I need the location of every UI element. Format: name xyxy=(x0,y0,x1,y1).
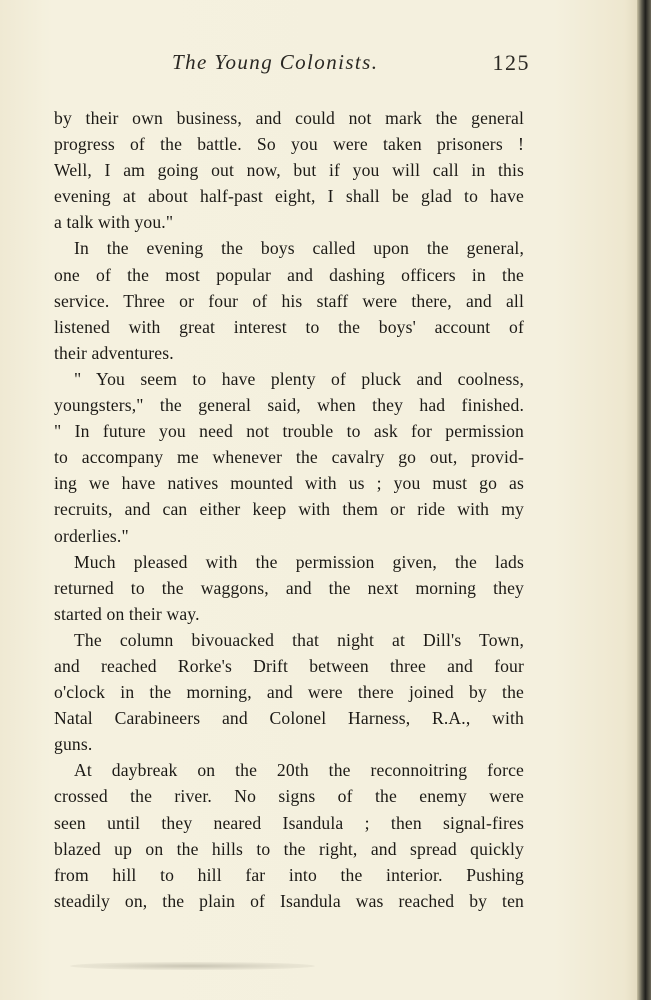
text-line: a talk with you." xyxy=(54,212,174,233)
text-line: their adventures. xyxy=(54,342,174,363)
text-line: o'clock in the morning, and were there joined by the xyxy=(54,682,524,703)
text-line: evening at about half-past eight, I shall be glad to have xyxy=(54,186,524,207)
text-line: returned to the waggons, and the next morning they xyxy=(54,577,524,598)
text-line: guns. xyxy=(54,734,93,755)
text-line: by their own business, and could not mark the general xyxy=(54,108,524,128)
text-line: At daybreak on the 20th the reconnoitring force xyxy=(74,760,524,781)
text-line: youngsters," the general said, when they had finished. xyxy=(54,395,524,416)
text-line: to accompany me whenever the cavalry go out, provid- xyxy=(54,447,524,468)
text-line: crossed the river. No signs of the enemy were xyxy=(54,786,524,807)
text-line: started on their way. xyxy=(54,603,200,624)
text-line: The column bivouacked that night at Dill's Town, xyxy=(74,629,524,650)
page-header xyxy=(54,50,530,80)
page-binding-edge xyxy=(637,0,651,1000)
page-smudge xyxy=(70,962,315,970)
text-line: Well, I am going out now, but if you will call in this xyxy=(54,160,524,181)
text-line: from hill to hill far into the interior. Pushing xyxy=(54,864,524,885)
text-line: orderlies." xyxy=(54,525,129,546)
text-line: " You seem to have plenty of pluck and coolness, xyxy=(74,368,524,389)
text-line: ing we have natives mounted with us ; you must go as xyxy=(54,473,524,494)
text-line: Natal Carabineers and Colonel Harness, R.A., with xyxy=(54,708,524,729)
text-line: seen until they neared Isandula ; then signal-fires xyxy=(54,812,524,833)
text-line: service. Three or four of his staff were there, and all xyxy=(54,290,524,311)
text-line: blazed up on the hills to the right, and spread quickly xyxy=(54,838,524,859)
text-line: one of the most popular and dashing officers in the xyxy=(54,264,524,285)
running-title: The Young Colonists. xyxy=(172,50,379,74)
body-text xyxy=(54,105,524,914)
text-line: In the evening the boys called upon the general, xyxy=(74,238,524,259)
text-line: listened with great interest to the boys' account of xyxy=(54,316,524,337)
text-line: steadily on, the plain of Isandula was reached by ten xyxy=(54,890,524,911)
page-number: 125 xyxy=(492,50,530,75)
text-line: progress of the battle. So you were taken prisoners ! xyxy=(54,134,524,155)
text-line: " In future you need not trouble to ask for permission xyxy=(54,421,524,442)
text-line: Much pleased with the permission given, the lads xyxy=(74,551,524,572)
text-line: recruits, and can either keep with them or ride with my xyxy=(54,499,524,520)
text-line: and reached Rorke's Drift between three and four xyxy=(54,655,524,676)
